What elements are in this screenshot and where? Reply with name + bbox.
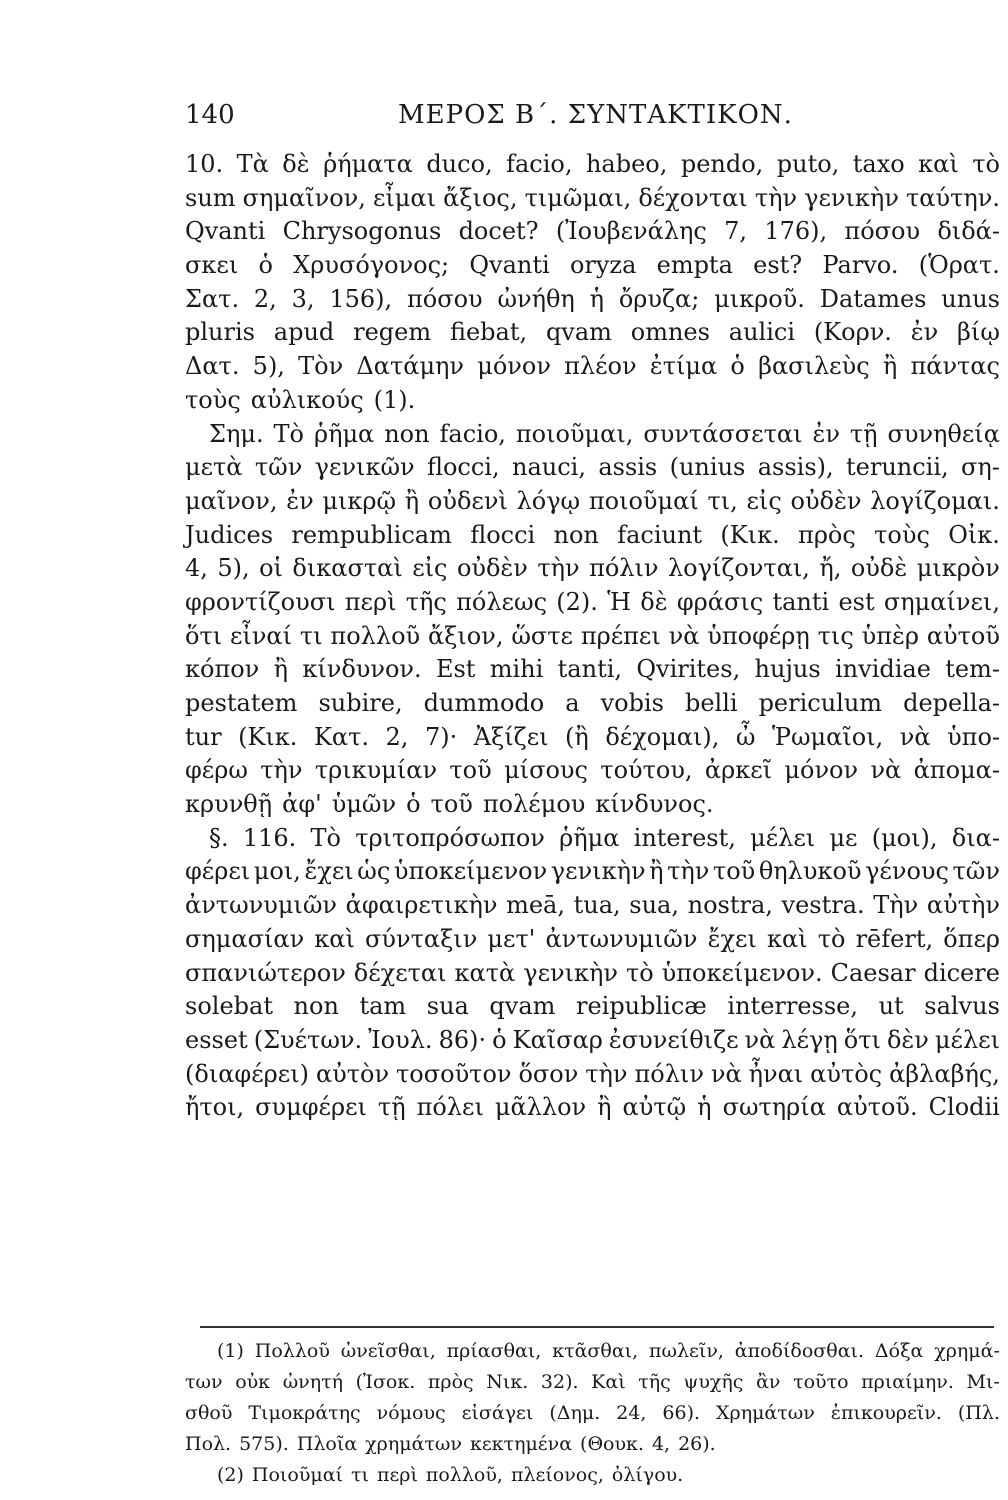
- text-line: pestatem subire, dummodo a vobis belli periculum depella-: [185, 689, 1000, 717]
- page-header: [185, 100, 985, 140]
- text-line: φέρω τὴν τρικυμίαν τοῦ μίσους τούτου, ἀρκεῖ μόνον νὰ ἀπομα-: [185, 756, 1000, 785]
- page-number: 140: [185, 100, 235, 130]
- text-line: Judices rempublicam flocci non faciunt (Κικ. πρὸς τοὺς Οἰκ.: [185, 520, 1000, 549]
- text-line: Δατ. 5), Τὸν Δατάμην μόνον πλέον ἐτίμα ὁ βασιλεὺς ἢ πάντας: [185, 352, 1000, 381]
- main-text: [185, 148, 1000, 1125]
- footnote-rule: [200, 1326, 994, 1328]
- text-line: §. 116. Τὸ τριτοπρόσωπον ῥῆμα interest, μέλει με (μοι), δια-: [209, 823, 1000, 852]
- text-line: σπανιώτερον δέχεται κατὰ γενικὴν τὸ ὑποκείμενον. Caesar dicere: [185, 958, 1000, 987]
- text-line: σκει ὁ Χρυσόγονος; Qvanti oryza empta est? Parvo. (Ὁρατ.: [185, 251, 1000, 280]
- text-line: solebat non tam sua qvam reipublicæ interresse, ut salvus: [185, 992, 1000, 1021]
- text-line: Σημ. Τὸ ῥῆμα non facio, ποιοῦμαι, συντάσσεται ἐν τῇ συνηθείᾳ: [209, 419, 1000, 448]
- text-line: esset (Συέτων. Ἰουλ. 86)· ὁ Καῖσαρ ἐσυνείθιζε νὰ λέγῃ ὅτι δὲν μέλει: [185, 1025, 1000, 1054]
- text-line: sum σημαῖνον, εἶμαι ἄξιος, τιμῶμαι, δέχονται τὴν γενικὴν ταύτην.: [185, 183, 1000, 212]
- text-line: Σατ. 2, 3, 156), πόσου ὠνήθη ἡ ὄρυζα; μικροῦ. Datames unus: [185, 284, 1000, 313]
- text-line: ἀντωνυμιῶν ἀφαιρετικὴν meā, tua, sua, nostra, vestra. Τὴν αὐτὴν: [185, 891, 1000, 920]
- text-line: σημασίαν καὶ σύνταξιν μετ' ἀντωνυμιῶν ἔχει καὶ τὸ rēfert, ὅπερ: [185, 924, 1000, 953]
- text-line: τοὺς αὐλικούς (1).: [185, 385, 416, 414]
- footnote-line: σθοῦ Τιμοκράτης νόμους εἰσάγει (Δημ. 24, 66). Χρημάτων ἐπικουρεῖν. (Πλ.: [185, 1402, 1000, 1424]
- footnote-line: των οὐκ ὠνητή (Ἰσοκ. πρὸς Νικ. 32). Καὶ τῆς ψυχῆς ἂν τοῦτο πριαίμην. Μι-: [185, 1371, 1000, 1393]
- text-line: Qvanti Chrysogonus docet? (Ἰουβενάλης 7, 176), πόσου διδά-: [185, 217, 1000, 246]
- text-line: ὅτι εἶναί τι πολλοῦ ἄξιον, ὥστε πρέπει νὰ ὑποφέρῃ τις ὑπὲρ αὐτοῦ: [185, 621, 1000, 650]
- text-line: κρυνθῇ ἀφ' ὑμῶν ὁ τοῦ πολέμου κίνδυνος.: [185, 790, 714, 819]
- text-line: φέρει μοι, ἔχει ὡς ὑποκείμενον γενικὴν ἢ τὴν τοῦ θηλυκοῦ γένους τῶν: [185, 857, 1000, 886]
- text-line: pluris apud regem fiebat, qvam omnes aulici (Κορν. ἐν βίῳ: [185, 318, 1000, 347]
- footnote-line: Πολ. 575). Πλοῖα χρημάτων κεκτημένα (Θουκ. 4, 26).: [185, 1433, 716, 1455]
- text-line: φροντίζουσι περὶ τῆς πόλεως (2). Ἡ δὲ φράσις tanti est σημαίνει,: [185, 587, 1000, 616]
- text-line: μετὰ τῶν γενικῶν flocci, nauci, assis (unius assis), teruncii, ση-: [185, 453, 1000, 482]
- footnote-line: (2) Ποιοῦμαί τι περὶ πολλοῦ, πλείονος, ὀλίγου.: [217, 1464, 684, 1486]
- text-line: (διαφέρει) αὐτὸν τοσοῦτον ὅσον τὴν πόλιν νὰ ἦναι αὐτὸς ἀβλαβής,: [185, 1059, 1000, 1088]
- text-line: ἤτοι, συμφέρει τῇ πόλει μᾶλλον ἢ αὐτῷ ἡ σωτηρία αὐτοῦ. Clodii: [185, 1093, 1000, 1122]
- running-head: ΜΕΡΟΣ Β΄. ΣΥΝΤΑΚΤΙΚΟΝ.: [398, 100, 793, 130]
- text-line: tur (Κικ. Κατ. 2, 7)· Ἀξίζει (ἢ δέχομαι), ὦ Ῥωμαῖοι, νὰ ὑπο-: [185, 722, 1000, 751]
- footnote-line: (1) Πολλοῦ ὠνεῖσθαι, πρίασθαι, κτᾶσθαι, πωλεῖν, ἀποδίδοσθαι. Δόξα χρημά-: [217, 1340, 1000, 1362]
- text-line: μαῖνον, ἐν μικρῷ ἢ οὐδενὶ λόγῳ ποιοῦμαί τι, εἰς οὐδὲν λογίζομαι.: [185, 486, 1000, 515]
- text-line: 4, 5), οἱ δικασταὶ εἰς οὐδὲν τὴν πόλιν λογίζονται, ἤ, οὐδὲ μικρὸν: [185, 554, 1000, 583]
- text-line: κόπον ἢ κίνδυνον. Est mihi tanti, Qvirites, hujus invidiae tem-: [185, 655, 1000, 684]
- text-line: 10. Τὰ δὲ ῥήματα duco, facio, habeo, pendo, puto, taxo καὶ τὸ: [185, 150, 1000, 178]
- footnotes: [185, 1336, 1000, 1491]
